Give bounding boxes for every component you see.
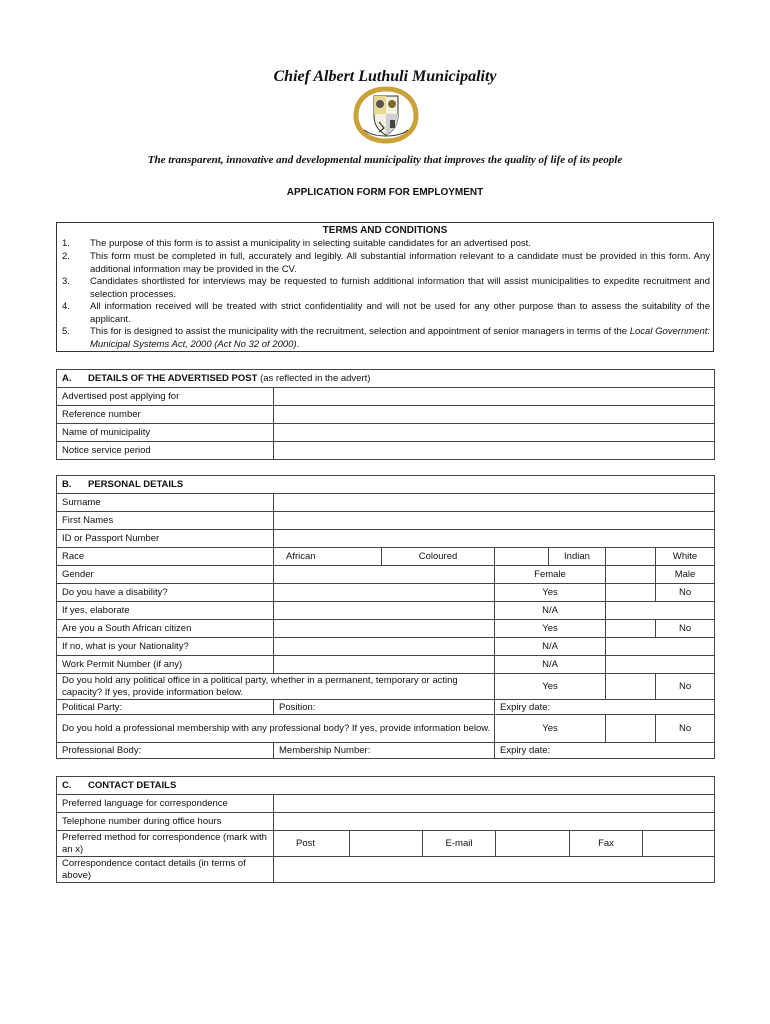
- race-option-indian: Indian: [549, 548, 606, 566]
- membership-number-label: Membership Number:: [274, 743, 495, 759]
- nationality-field[interactable]: [274, 638, 495, 656]
- term-text: This form must be completed in full, accurately and legibly. All substantial information relevant to a candidate must be provided in this form. Any additional information may be provided in the CV.: [90, 251, 710, 275]
- race-option-white: White: [656, 548, 715, 566]
- contact-details-label: Correspondence contact details (in terms of above): [57, 857, 274, 883]
- form-title: APPLICATION FORM FOR EMPLOYMENT: [286, 187, 484, 198]
- section-b-header: B. PERSONAL DETAILS: [57, 476, 715, 494]
- term-act-reference: Local Government: Municipal Systems Act, 2000 (Act No 32 of 2000): [90, 326, 711, 350]
- nationality-na: N/A: [495, 638, 606, 656]
- notice-period-label: Notice service period: [57, 442, 274, 460]
- id-number-field[interactable]: [274, 530, 715, 548]
- work-permit-field[interactable]: [274, 656, 495, 674]
- surname-field[interactable]: [274, 494, 715, 512]
- political-yes[interactable]: Yes: [495, 674, 606, 700]
- nationality-extra-field[interactable]: [606, 638, 715, 656]
- id-number-label: ID or Passport Number: [57, 530, 274, 548]
- political-no[interactable]: No: [656, 674, 715, 700]
- surname-label: Surname: [57, 494, 274, 512]
- elaborate-extra-field[interactable]: [606, 602, 715, 620]
- term-text: All information received will be treated with strict confidentiality and will not be used for any other purpose than to assess the suitability of the applicant.: [90, 301, 710, 325]
- term-text-pre: This for is designed to assist the municipality with the recruitment, selection and appointment of senior managers in terms of the: [90, 326, 630, 337]
- membership-expiry-label: Expiry date:: [495, 743, 715, 759]
- term-text: [90, 326, 710, 351]
- race-option-coloured: Coloured: [382, 548, 495, 566]
- gender-field[interactable]: [274, 566, 495, 584]
- method-email-checkbox[interactable]: [496, 831, 570, 857]
- membership-no[interactable]: No: [656, 715, 715, 743]
- disability-no[interactable]: No: [656, 584, 715, 602]
- municipality-name-field[interactable]: [274, 424, 715, 442]
- term-text: Candidates shortlisted for interviews may be requested to furnish additional information that will assist municipalities to expedite recruitment and selection processes.: [90, 276, 710, 300]
- disability-label: Do you have a disability?: [57, 584, 274, 602]
- gender-female[interactable]: Female: [495, 566, 606, 584]
- term-text-post: .: [296, 338, 300, 350]
- terms-heading: TERMS AND CONDITIONS: [322, 225, 448, 236]
- telephone-field[interactable]: [274, 813, 715, 831]
- work-permit-na: N/A: [495, 656, 606, 674]
- elaborate-label: If yes, elaborate: [57, 602, 274, 620]
- elaborate-field[interactable]: [274, 602, 495, 620]
- race-label: Race: [57, 548, 274, 566]
- gender-male[interactable]: Male: [656, 566, 715, 584]
- advertised-post-label: Advertised post applying for: [57, 388, 274, 406]
- political-yes-checkbox[interactable]: [606, 674, 656, 700]
- terms-and-conditions-box: [56, 222, 714, 352]
- political-position-label: Position:: [274, 700, 495, 715]
- membership-yes-checkbox[interactable]: [606, 715, 656, 743]
- race-indian-checkbox[interactable]: [606, 548, 656, 566]
- preferred-language-field[interactable]: [274, 795, 715, 813]
- section-c-table: [56, 776, 715, 883]
- gender-female-checkbox[interactable]: [606, 566, 656, 584]
- method-post: Post: [274, 831, 350, 857]
- section-a-header: A. DETAILS OF THE ADVERTISED POST (as reflected in the advert): [57, 370, 715, 388]
- professional-membership-question: Do you hold a professional membership with any professional body? If yes, provide information below.: [57, 715, 495, 743]
- municipality-name-label: Name of municipality: [57, 424, 274, 442]
- section-c-header: C. CONTACT DETAILS: [57, 777, 715, 795]
- race-option-african: African: [274, 548, 382, 566]
- term-text: The purpose of this form is to assist a municipality in selecting suitable candidates for an advertised post.: [90, 238, 531, 249]
- citizen-label: Are you a South African citizen: [57, 620, 274, 638]
- professional-body-label: Professional Body:: [57, 743, 274, 759]
- advertised-post-field[interactable]: [274, 388, 715, 406]
- term-number: 4.: [62, 301, 70, 312]
- first-names-label: First Names: [57, 512, 274, 530]
- citizen-no[interactable]: No: [656, 620, 715, 638]
- membership-yes[interactable]: Yes: [495, 715, 606, 743]
- method-fax-checkbox[interactable]: [643, 831, 715, 857]
- nationality-label: If no, what is your Nationality?: [57, 638, 274, 656]
- disability-field[interactable]: [274, 584, 495, 602]
- reference-number-field[interactable]: [274, 406, 715, 424]
- political-office-question: Do you hold any political office in a political party, whether in a permanent, temporary or acting capacity? If yes, provide information below.: [57, 674, 495, 700]
- method-post-checkbox[interactable]: [350, 831, 423, 857]
- first-names-field[interactable]: [274, 512, 715, 530]
- term-number: 3.: [62, 276, 70, 287]
- section-b-table: [56, 475, 715, 759]
- method-fax: Fax: [570, 831, 643, 857]
- section-a-table: [56, 369, 715, 460]
- term-number: 1.: [62, 238, 70, 249]
- preferred-method-label: Preferred method for correspondence (mark with an x): [57, 831, 274, 857]
- preferred-language-label: Preferred language for correspondence: [57, 795, 274, 813]
- term-number: 5.: [62, 326, 70, 337]
- citizen-yes[interactable]: Yes: [495, 620, 606, 638]
- term-number: 2.: [62, 251, 70, 262]
- work-permit-label: Work Permit Number (if any): [57, 656, 274, 674]
- reference-number-label: Reference number: [57, 406, 274, 424]
- municipality-tagline: The transparent, innovative and developmental municipality that improves the quality of life of its people: [147, 154, 623, 166]
- citizen-field[interactable]: [274, 620, 495, 638]
- citizen-yes-checkbox[interactable]: [606, 620, 656, 638]
- disability-yes[interactable]: Yes: [495, 584, 606, 602]
- race-coloured-checkbox[interactable]: [495, 548, 549, 566]
- disability-yes-checkbox[interactable]: [606, 584, 656, 602]
- gender-label: Gender: [57, 566, 274, 584]
- municipal-crest-logo: [350, 86, 422, 144]
- political-party-label: Political Party:: [57, 700, 274, 715]
- work-permit-extra-field[interactable]: [606, 656, 715, 674]
- method-email: E-mail: [423, 831, 496, 857]
- political-expiry-label: Expiry date:: [495, 700, 715, 715]
- contact-details-field[interactable]: [274, 857, 715, 883]
- notice-period-field[interactable]: [274, 442, 715, 460]
- elaborate-na: N/A: [495, 602, 606, 620]
- municipality-title: Chief Albert Luthuli Municipality: [273, 68, 497, 85]
- telephone-label: Telephone number during office hours: [57, 813, 274, 831]
